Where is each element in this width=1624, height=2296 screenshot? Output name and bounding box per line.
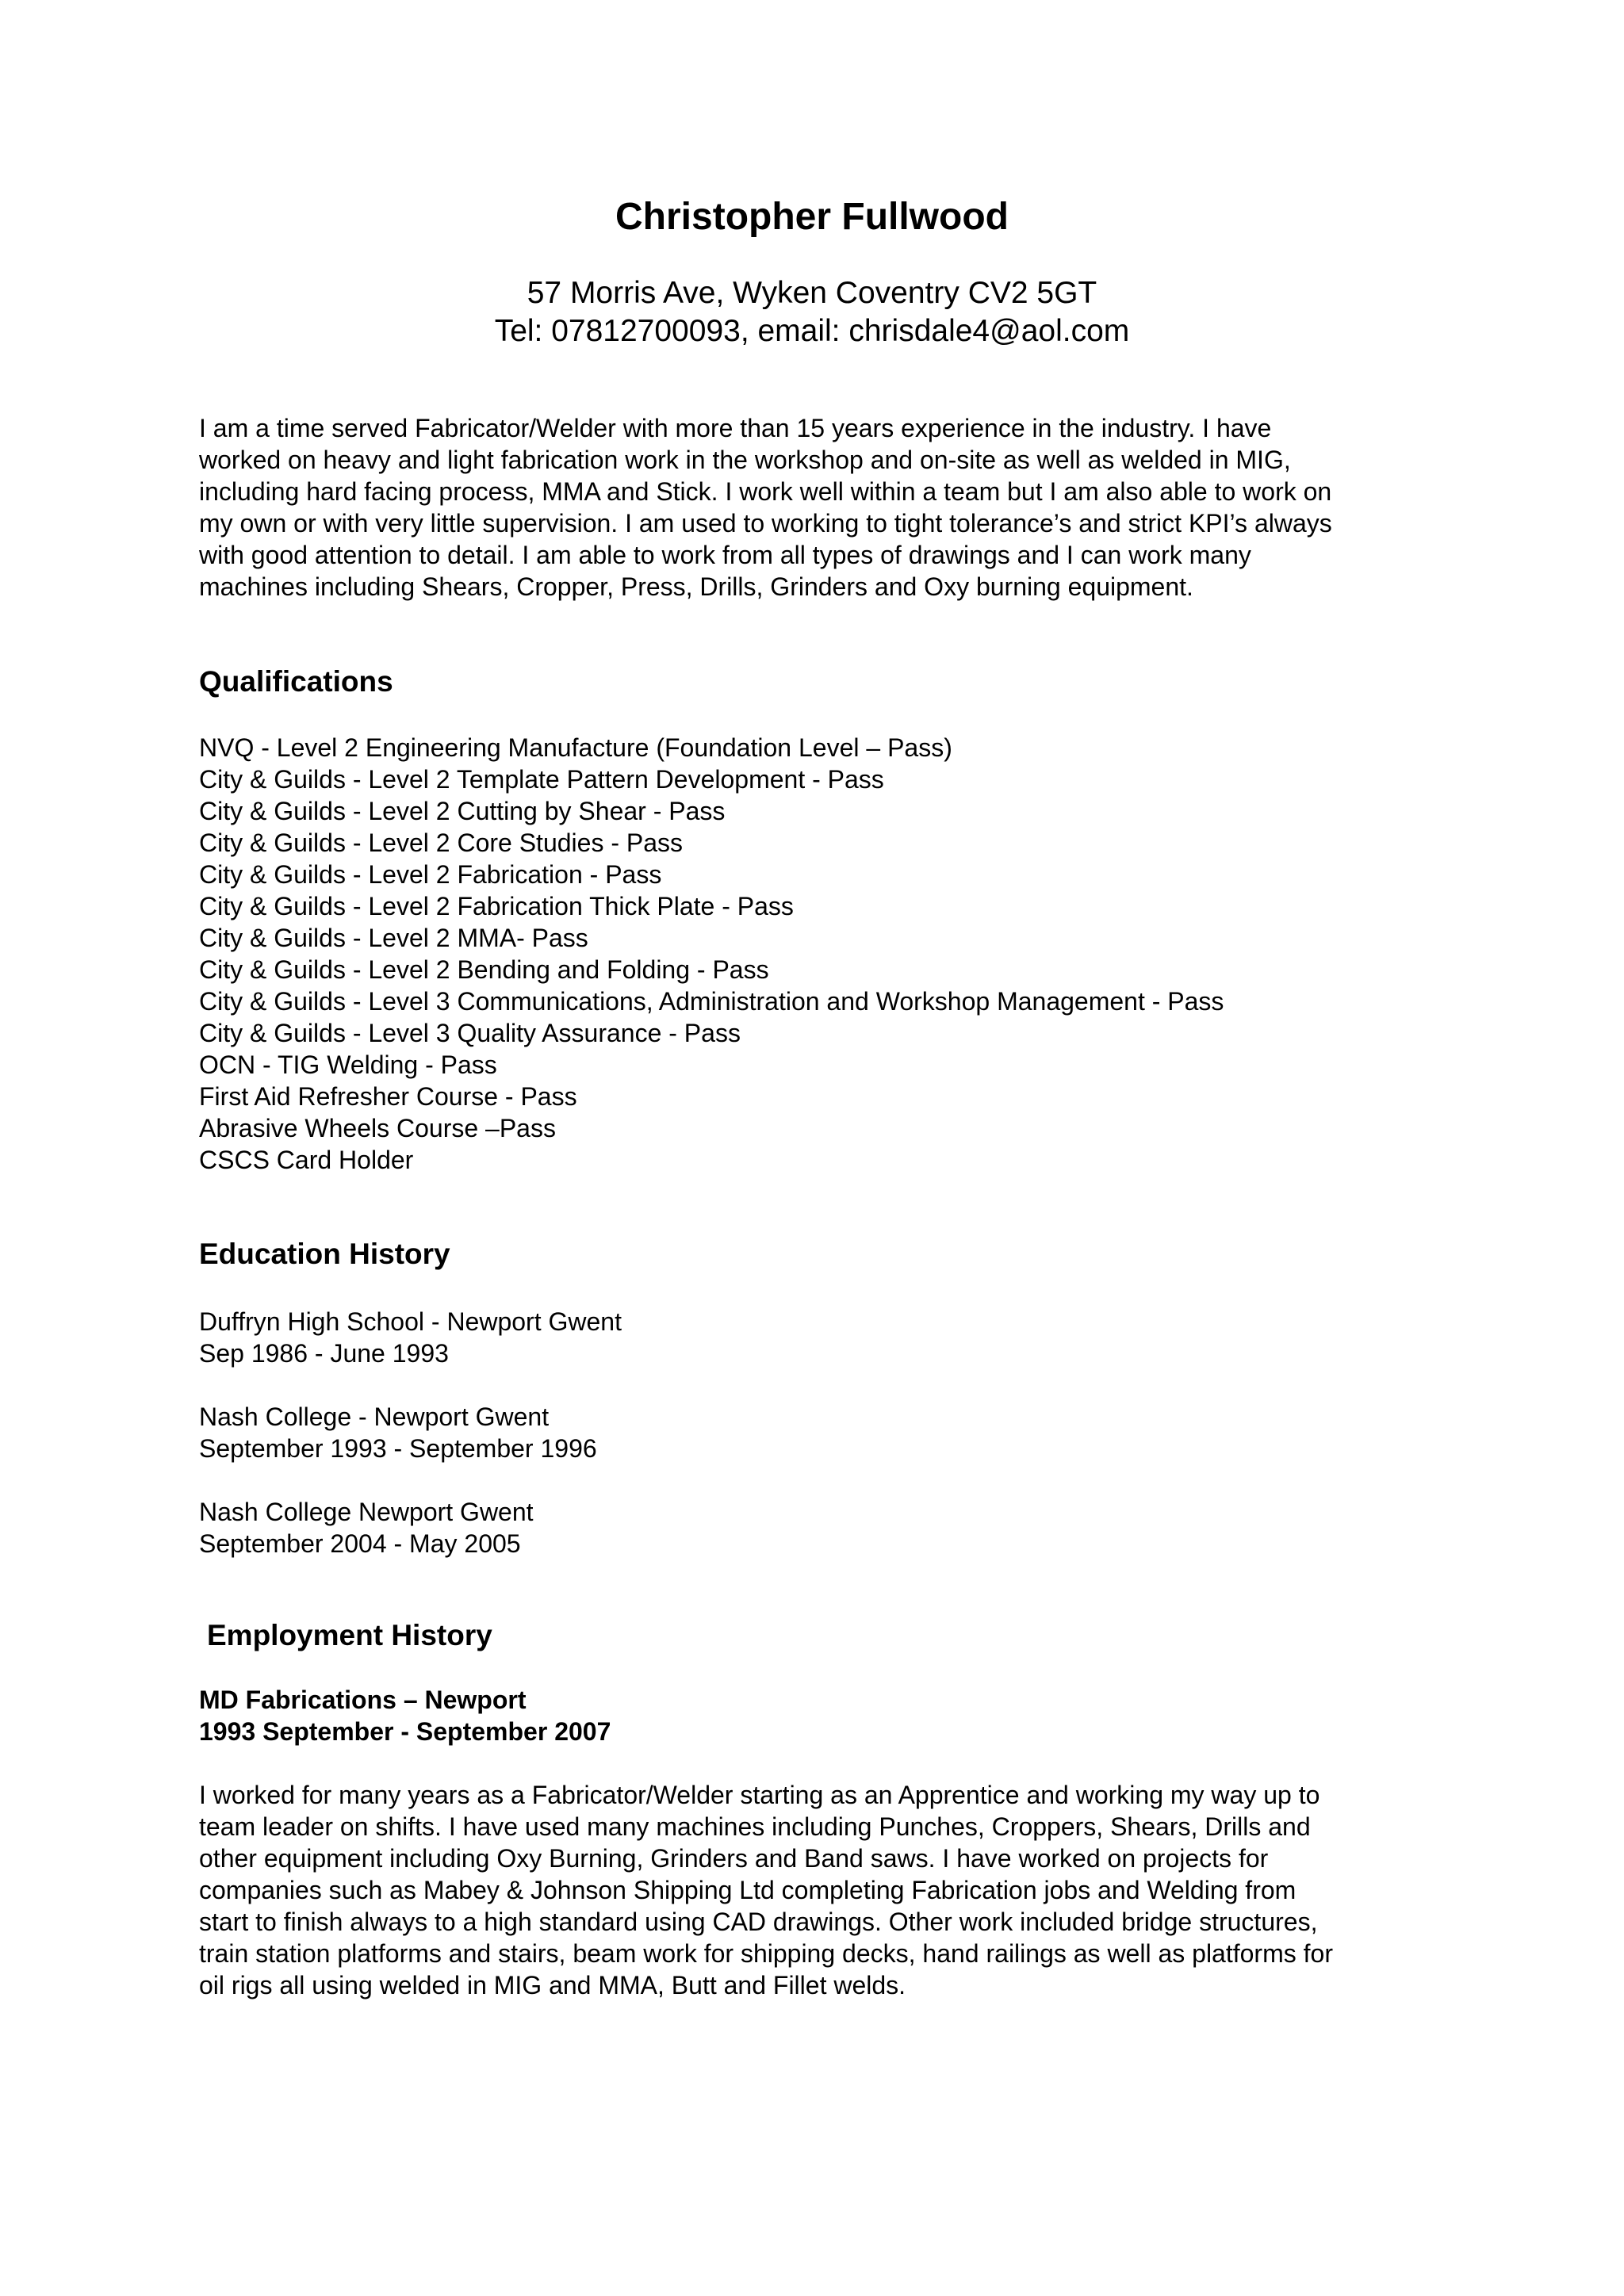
education-dates: September 2004 - May 2005 bbox=[199, 1529, 521, 1558]
education-entry bbox=[199, 1401, 1436, 1464]
summary-line: worked on heavy and light fabrication work in the workshop and on-site as well as welded in MIG, bbox=[199, 446, 1291, 474]
qualification-item: City & Guilds - Level 3 Quality Assurance - Pass bbox=[199, 1019, 741, 1047]
job-description-line: other equipment including Oxy Burning, Grinders and Band saws. I have worked on projects for bbox=[199, 1844, 1269, 1873]
qualification-item: City & Guilds - Level 2 Cutting by Shear - Pass bbox=[199, 797, 726, 825]
job-description-line: oil rigs all using welded in MIG and MMA, Butt and Fillet welds. bbox=[199, 1971, 906, 1999]
qualification-item: City & Guilds - Level 3 Communications, Administration and Workshop Management - Pass bbox=[199, 987, 1224, 1016]
qualification-item: City & Guilds - Level 2 Fabrication Thick Plate - Pass bbox=[199, 892, 794, 920]
education-heading: Education History bbox=[199, 1238, 450, 1270]
qualification-item: CSCS Card Holder bbox=[199, 1146, 414, 1174]
candidate-name: Christopher Fullwood bbox=[615, 196, 1009, 238]
qualification-item: NVQ - Level 2 Engineering Manufacture (Foundation Level – Pass) bbox=[199, 733, 952, 762]
employment-entry bbox=[199, 1684, 1436, 2001]
job-description-line: team leader on shifts. I have used many machines including Punches, Croppers, Shears, Drills and bbox=[199, 1812, 1311, 1841]
qualification-item: Abrasive Wheels Course –Pass bbox=[199, 1114, 556, 1142]
job-description-line: train station platforms and stairs, beam work for shipping decks, hand railings as well as platforms for bbox=[199, 1939, 1333, 1968]
summary-line: including hard facing process, MMA and Stick. I work well within a team but I am also able to work on bbox=[199, 477, 1332, 506]
summary-line: with good attention to detail. I am able to work from all types of drawings and I can work many bbox=[199, 541, 1251, 569]
education-dates: Sep 1986 - June 1993 bbox=[199, 1339, 449, 1368]
qualification-item: City & Guilds - Level 2 Bending and Folding - Pass bbox=[199, 955, 769, 984]
summary-line: I am a time served Fabricator/Welder with more than 15 years experience in the industry. I have bbox=[199, 414, 1272, 442]
education-entry bbox=[199, 1496, 1436, 1559]
qualification-item: City & Guilds - Level 2 Core Studies - Pass bbox=[199, 828, 684, 857]
education-school: Duffryn High School - Newport Gwent bbox=[199, 1307, 622, 1336]
summary-line: my own or with very little supervision. I am used to working to tight tolerance’s and strict KPI’s always bbox=[199, 509, 1332, 538]
candidate-contact: Tel: 07812700093, email: chrisdale4@aol.com bbox=[494, 314, 1130, 348]
qualification-item: City & Guilds - Level 2 Template Pattern Development - Pass bbox=[199, 765, 884, 794]
qualifications-heading: Qualifications bbox=[199, 665, 393, 698]
job-description-line: I worked for many years as a Fabricator/Welder starting as an Apprentice and working my way up to bbox=[199, 1781, 1320, 1809]
education-school: Nash College Newport Gwent bbox=[199, 1498, 534, 1526]
education-list bbox=[199, 1306, 1436, 1591]
job-description bbox=[199, 1779, 1436, 2001]
profile-summary bbox=[199, 412, 1436, 603]
education-dates: September 1993 - September 1996 bbox=[199, 1434, 597, 1463]
qualification-item: City & Guilds - Level 2 Fabrication - Pass bbox=[199, 860, 662, 889]
job-description-line: companies such as Mabey & Johnson Shipping Ltd completing Fabrication jobs and Welding from bbox=[199, 1876, 1297, 1904]
qualification-item: City & Guilds - Level 2 MMA- Pass bbox=[199, 924, 588, 952]
employment-heading: Employment History bbox=[207, 1619, 492, 1651]
qualifications-list bbox=[199, 732, 1436, 1176]
job-dates: 1993 September - September 2007 bbox=[199, 1717, 611, 1746]
candidate-address: 57 Morris Ave, Wyken Coventry CV2 5GT bbox=[527, 276, 1097, 310]
qualification-item: First Aid Refresher Course - Pass bbox=[199, 1082, 577, 1111]
job-company: MD Fabrications – Newport bbox=[199, 1686, 527, 1714]
summary-line: machines including Shears, Cropper, Press, Drills, Grinders and Oxy burning equipment. bbox=[199, 572, 1193, 601]
job-description-line: start to finish always to a high standard using CAD drawings. Other work included bridge structures, bbox=[199, 1908, 1318, 1936]
education-school: Nash College - Newport Gwent bbox=[199, 1402, 550, 1431]
qualification-item: OCN - TIG Welding - Pass bbox=[199, 1050, 497, 1079]
education-entry bbox=[199, 1306, 1436, 1369]
